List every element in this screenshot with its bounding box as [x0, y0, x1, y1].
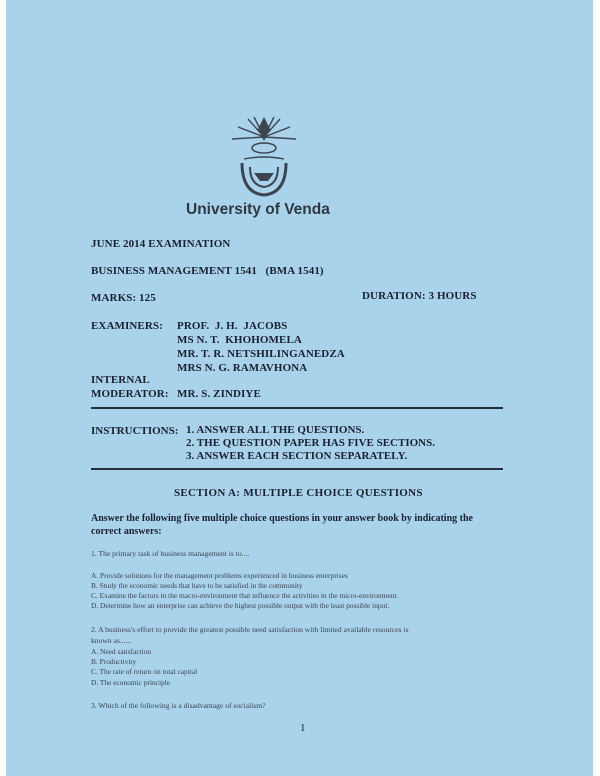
instruction-item: 3. ANSWER EACH SECTION SEPARATELY.: [186, 450, 408, 462]
question-option: B. Productivity: [91, 657, 137, 666]
examiner: MR. T. R. NETSHILINGANEDZA: [177, 348, 345, 360]
examiner: PROF. J. H. JACOBS: [177, 320, 288, 332]
section-intro: Answer the following five multiple choice questions in your answer book by indicating the: [91, 513, 473, 524]
instructions-label: INSTRUCTIONS:: [91, 425, 179, 437]
divider: [91, 468, 503, 470]
divider: [91, 407, 503, 409]
duration: DURATION: 3 HOURS: [362, 290, 477, 302]
section-title: SECTION A: MULTIPLE CHOICE QUESTIONS: [174, 487, 423, 499]
question-option: D. The economic principle: [91, 678, 171, 687]
university-crest-icon: [218, 115, 310, 201]
question-stem: 3. Which of the following is a disadvantage of socialism?: [91, 701, 266, 710]
question-option: B. Study the economic needs that have to be satisfied in the community: [91, 581, 303, 590]
question-option: C. Examine the factors in the macro-environment that influence the activities in the micro-environment.: [91, 591, 399, 600]
moderator: MR. S. ZINDIYE: [177, 388, 261, 400]
examiners-label: EXAMINERS:: [91, 320, 163, 332]
marks: MARKS: 125: [91, 292, 156, 304]
exam-session: JUNE 2014 EXAMINATION: [91, 238, 231, 250]
question-stem: 1. The primary task of business management is to....: [91, 549, 250, 558]
question-option: A. Provide solutions for the management problems experienced in business enterprises: [91, 571, 348, 580]
question-option: C. The rate of return on total capital: [91, 667, 198, 676]
section-intro: correct answers:: [91, 526, 162, 537]
internal-label: INTERNAL: [91, 374, 150, 386]
instruction-item: 2. THE QUESTION PAPER HAS FIVE SECTIONS.: [186, 437, 435, 449]
question-stem: 2. A business's effort to provide the greatest possible need satisfaction with limited available resources is: [91, 625, 409, 634]
examiner: MS N. T. KHOHOMELA: [177, 334, 302, 346]
university-name: University of Venda: [186, 201, 330, 218]
question-option: A. Need satisfaction: [91, 647, 152, 656]
question-stem: known as......: [91, 636, 132, 645]
page-number: 1: [300, 722, 306, 734]
moderator-label: MODERATOR:: [91, 388, 169, 400]
course-title: BUSINESS MANAGEMENT 1541 (BMA 1541): [91, 265, 324, 277]
instruction-item: 1. ANSWER ALL THE QUESTIONS.: [186, 424, 365, 436]
question-option: D. Determine how an enterprise can achieve the highest possible output with the least possible input.: [91, 601, 390, 610]
exam-page: [6, 0, 593, 776]
examiner: MRS N. G. RAMAVHONA: [177, 362, 308, 374]
